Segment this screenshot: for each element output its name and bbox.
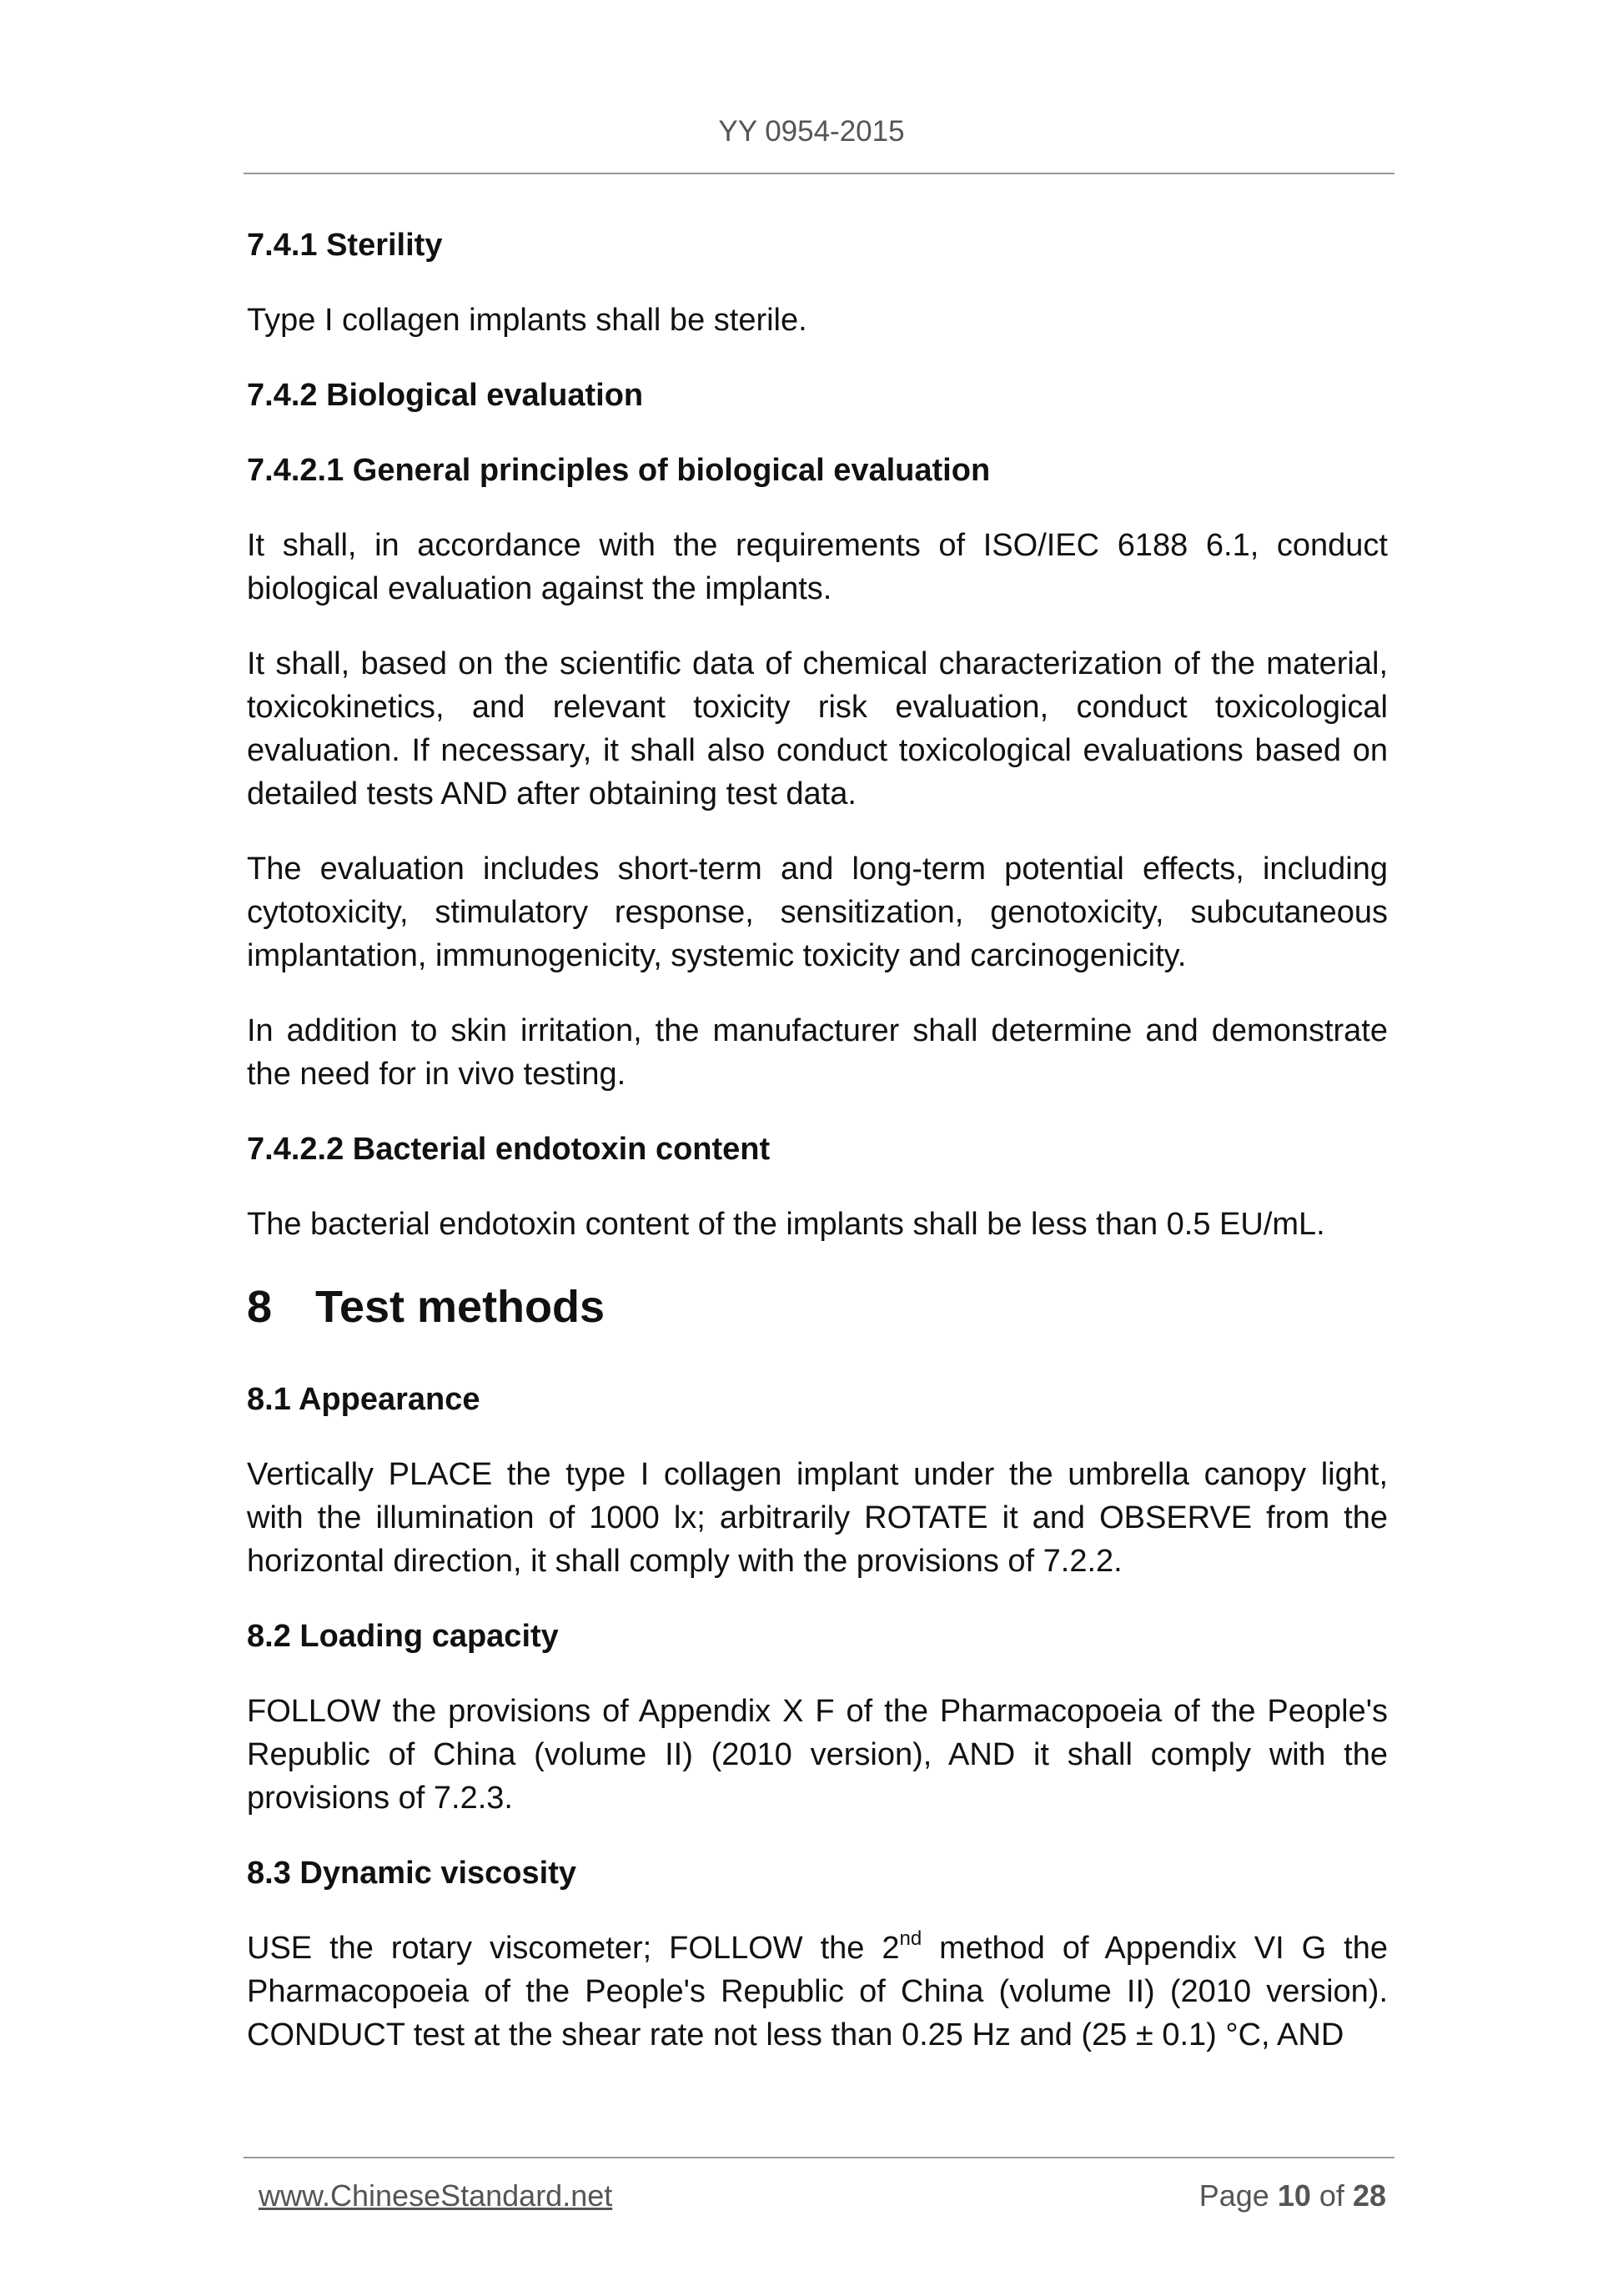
paragraph-8-3 (247, 1927, 1388, 2057)
footer-page-number (1199, 2178, 1386, 2213)
paragraph-7-4-2-1-d: In addition to skin irritation, the manufacturer shall determine and demonstrate the need for in vivo testing. (247, 1013, 1388, 1092)
heading-8-1: 8.1 Appearance (247, 1382, 480, 1417)
paragraph-8-3-text-start: USE the rotary viscometer; FOLLOW the 2 (247, 1931, 900, 1966)
page-prefix: Page (1198, 2178, 1269, 2213)
heading-section-8 (247, 1278, 1388, 1336)
paragraph-8-1: Vertically PLACE the type I collagen implant under the umbrella canopy light, with the illumination of 1000 lx; arbitrarily ROTATE it and OBSERVE from the horizontal direction, it shall comply with the provisions of 7.2.2. (247, 1457, 1388, 1579)
page-body (247, 224, 1388, 2088)
footer-website-link[interactable]: www.ChineseStandard.net (259, 2178, 613, 2213)
section-8-number: 8 (247, 1282, 273, 1332)
page-header-doc-code: YY 0954-2015 (718, 115, 905, 148)
header-divider (244, 173, 1394, 174)
heading-8-3: 8.3 Dynamic viscosity (247, 1856, 576, 1891)
paragraph-7-4-1: Type I collagen implants shall be sterile. (247, 303, 807, 338)
paragraph-7-4-2-1-a: It shall, in accordance with the requirements of ISO/IEC 6188 6.1, conduct biological evaluation against the implants. (247, 528, 1388, 606)
heading-7-4-2: 7.4.2 Biological evaluation (247, 378, 644, 413)
heading-7-4-1: 7.4.1 Sterility (247, 228, 443, 263)
paragraph-7-4-2-1-c: The evaluation includes short-term and long-term potential effects, including cytotoxicity, stimulatory response, sensitization, genotoxicity, subcutaneous implantation, immunogenicity, systemic toxicity and carcinogenicity. (247, 852, 1388, 973)
paragraph-8-2: FOLLOW the provisions of Appendix X F of the Pharmacopoeia of the People's Republic of China (volume II) (2010 version), AND it shall comply with the provisions of 7.2.3. (247, 1694, 1388, 1816)
paragraph-7-4-2-2: The bacterial endotoxin content of the implants shall be less than 0.5 EU/mL. (247, 1207, 1325, 1242)
page-total: 28 (1352, 2178, 1386, 2213)
paragraph-7-4-2-1-b: It shall, based on the scientific data of chemical characterization of the material, toxicokinetics, and relevant toxicity risk evaluation, conduct toxicological evaluation. If necessary, it shall also conduct toxicological evaluations based on detailed tests AND after obtaining test data. (247, 646, 1388, 811)
paragraph-8-3-superscript: nd (899, 1927, 922, 1950)
page-current: 10 (1277, 2178, 1311, 2213)
heading-7-4-2-2: 7.4.2.2 Bacterial endotoxin content (247, 1132, 771, 1167)
paragraph-8-3-text-end: method of Appendix VI G the Pharmacopoeia of the People's Republic of China (volume II) (2010 version). CONDUCT test at the shear rate not less than 0.25 Hz and (25 ± 0.1) °C, AND (247, 1931, 1388, 2052)
section-8-title: Test methods (315, 1282, 605, 1332)
footer-divider (244, 2157, 1394, 2158)
heading-7-4-2-1: 7.4.2.1 General principles of biological evaluation (247, 453, 991, 488)
page-of: of (1319, 2178, 1344, 2213)
heading-8-2: 8.2 Loading capacity (247, 1619, 559, 1654)
